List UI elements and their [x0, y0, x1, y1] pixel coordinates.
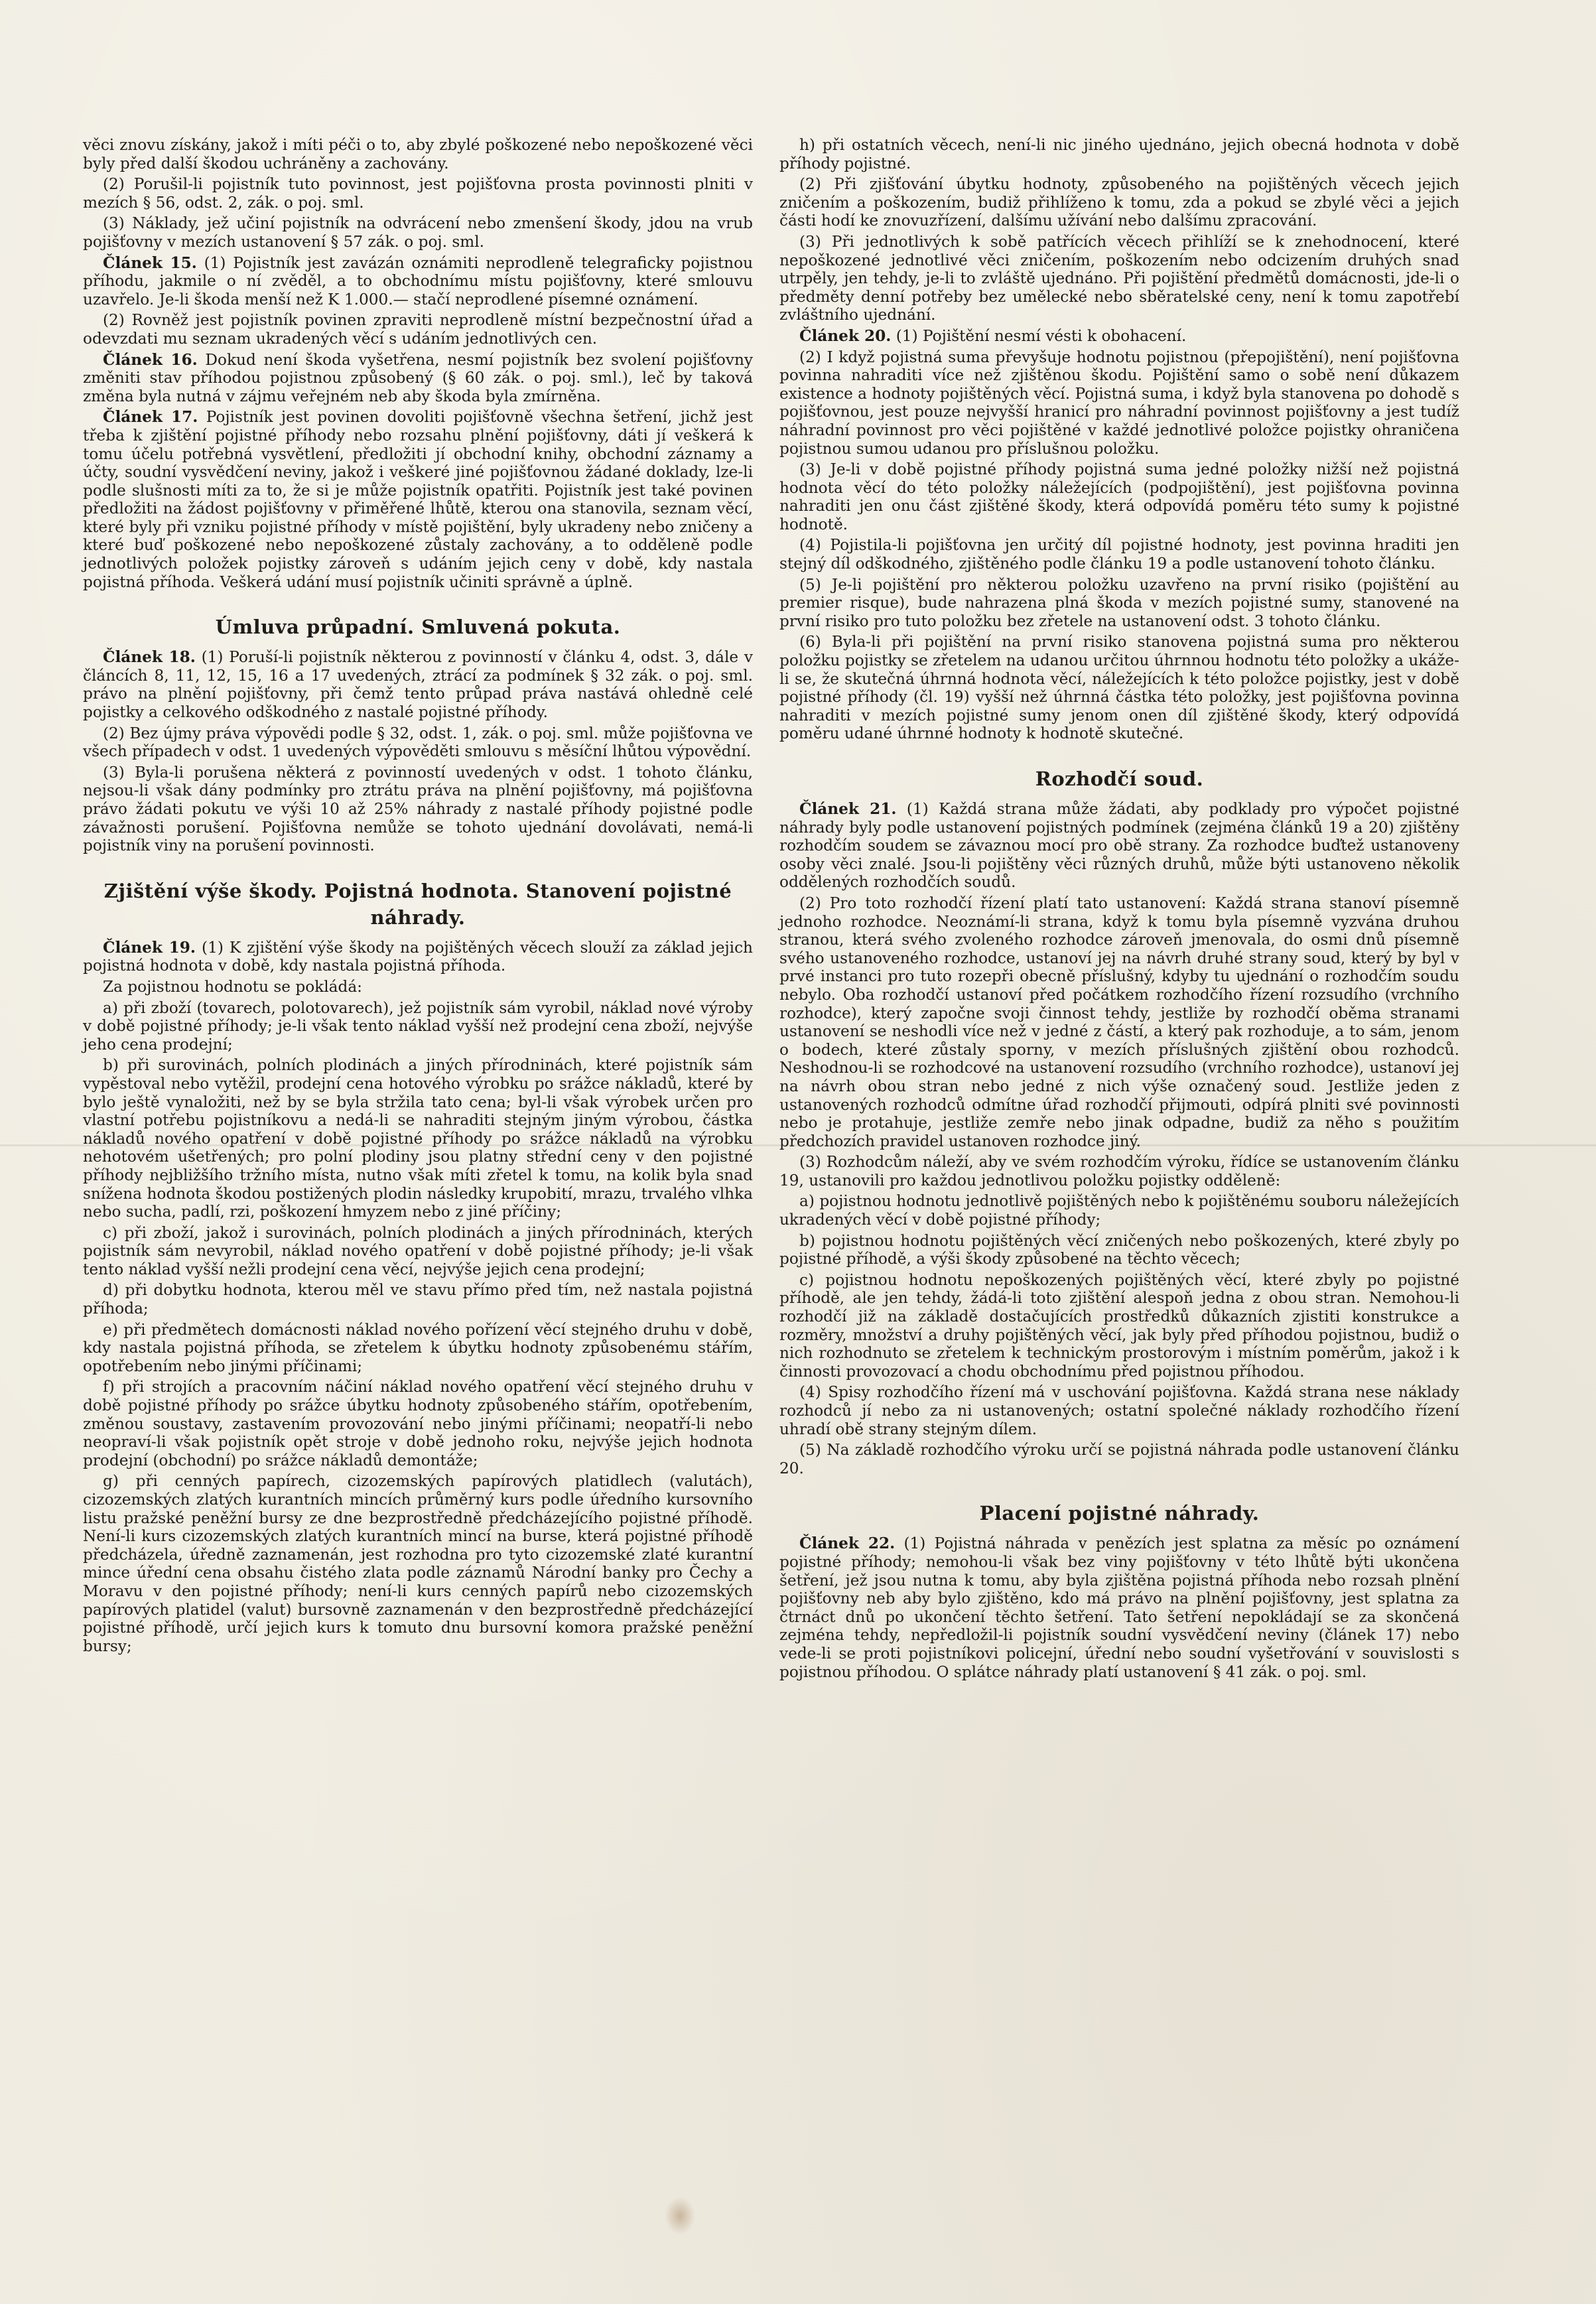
- list-item: h) při ostatních věcech, není-li nic jiného ujednáno, jejich obecná hodnota v době příhody pojistné.: [779, 136, 1459, 172]
- article-text: (1) Každá strana může žádati, aby podklady pro výpočet pojistné náhrady byly podle ustanovení pojistných podmínek (zejména článků 19 a 20) zjištěny rozhodčím soudem se závaznou mocí pro obě strany. Za rozhodce buďtež ustanoveny osoby věci znalé. Jsou-li pojištěny věci různých druhů, může býti ustanoveno několik oddělených rozhodčích soudů.: [779, 800, 1459, 892]
- article-label: Článek 15.: [103, 253, 197, 272]
- paragraph: (3) Rozhodcům náleží, aby ve svém rozhodčím výroku, řídíce se ustanovením článku 19, ustanovili pro každou jednotlivou položku pojistky odděleně:: [779, 1153, 1459, 1189]
- list-item: c) pojistnou hodnotu nepoškozených pojištěných věcí, které zbyly po pojistné příhodě, ale jen tehdy, žádá-li toto zjištění alespoň jedna z obou stran. Nemohou-li rozhodčí již na základě dostačujících prostředků důkazních zjistiti konstrukce a rozměry, množství a druhy pojištěných věcí, jak byly před příhodou pojistnou, budiž o nich rozhodnuto se zřetelem k technickým prostorovým i místním poměrům, jakož i k činnosti provozovací a chodu obchodnímu před pojistnou příhodou.: [779, 1270, 1459, 1381]
- article-text: (1) Poruší-li pojistník některou z povinností v článku 4, odst. 3, dále v článcích 8, 11, 12, 15, 16 a 17 uvedených, ztrácí za podmínek § 32 zák. o poj. sml. právo na plnění pojišťovny, při čemž tento průpad práva nastává ohledně celé pojistky a celkového odškodného z nastalé pojistné příhody.: [83, 648, 753, 722]
- paragraph: (3) Byla-li porušena některá z povinností uvedených v odst. 1 tohoto článku, nejsou-li však dány podmínky pro ztrátu práva na plnění pojišťovny, má pojišťovna právo žádati pokutu ve výši 10 až 25% náhrady z nastalé příhody pojistné podle závažnosti porušení. Pojišťovna nemůže se tohoto ujednání dovolávati, nemá-li pojistník viny na porušení povinnosti.: [83, 763, 753, 855]
- article-label: Článek 19.: [103, 938, 196, 957]
- paragraph: (3) Náklady, jež učiní pojistník na odvrácení nebo zmenšení škody, jdou na vrub pojišťovny v mezích ustanovení § 57 zák. o poj. sml.: [83, 214, 753, 251]
- article-16: [83, 351, 753, 406]
- right-column: [779, 136, 1459, 1684]
- article-label: Článek 22.: [799, 1534, 896, 1553]
- paragraph: (2) Bez újmy práva výpovědi podle § 32, odst. 1, zák. o poj. sml. může pojišťovna ve všech případech v odst. 1 uvedených výpověděti smlouvu s měsíční lhůtou výpovědní.: [83, 724, 753, 761]
- article-label: Článek 21.: [799, 800, 897, 818]
- paragraph: (4) Pojistila-li pojišťovna jen určitý díl pojistné hodnoty, jest povinna hraditi jen stejný díl odškodného, zjištěného podle článku 19 a podle ustanovení tohoto článku.: [779, 536, 1459, 573]
- list-item: f) při strojích a pracovním náčiní náklad nového opatření věcí stejného druhu v době pojistné příhody po srážce úbytku hodnoty způsobeného stářím, opotřebením, změnou soustavy, zastavením provozování nebo jinými příčinami; neopatří-li nebo neopraví-li však pojistník opět stroje v době jednoho roku, nejvýše jejich hodnota prodejní (obchodní) po srážce nákladů demontáže;: [83, 1378, 753, 1469]
- paragraph: (2) Porušil-li pojistník tuto povinnost, jest pojišťovna prosta povinnosti plniti v mezích § 56, odst. 2, zák. o poj. sml.: [83, 175, 753, 212]
- paragraph: (4) Spisy rozhodčího řízení má v uschování pojišťovna. Každá strana nese náklady rozhodců jí nebo za ni ustanovených; ostatní společné náklady rozhodčího řízení uhradí obě strany stejným dílem.: [779, 1383, 1459, 1438]
- article-18: [83, 648, 753, 721]
- list-item: a) pojistnou hodnotu jednotlivě pojištěných nebo k pojištěnému souboru náležejících ukradených věcí v době pojistné příhody;: [779, 1192, 1459, 1229]
- article-label: Článek 17.: [103, 408, 198, 427]
- article-label: Článek 16.: [103, 350, 198, 369]
- article-21: [779, 800, 1459, 892]
- list-item: b) pojistnou hodnotu pojištěných věcí zničených nebo poškozených, které zbyly po pojistné příhodě, a výši škody způsobené na těchto věcech;: [779, 1231, 1459, 1268]
- paragraph: (5) Na základě rozhodčího výroku určí se pojistná náhrada podle ustanovení článku 20.: [779, 1441, 1459, 1477]
- section-heading: Placení pojistné náhrady.: [979, 1502, 1260, 1525]
- section-heading: Zjištění výše škody. Pojistná hodnota. Stanovení pojistné náhrady.: [103, 879, 732, 929]
- article-text: Dokud není škoda vyšetřena, nesmí pojistník bez svolení pojišťovny změniti stav příhodou pojistnou způsobený (§ 60 zák. o poj. sml.), leč by taková změna byla nutná v zájmu veřejném neb aby škoda byla zmírněna.: [83, 350, 753, 405]
- list-item: c) při zboží, jakož i surovinách, polních plodinách a jiných přírodninách, kterých pojistník sám nevyrobil, náklad nového opatření v době pojistné příhody; je-li však tento náklad vyšší nežli prodejní cena věcí, nejvýše jejich cena prodejní;: [83, 1223, 753, 1278]
- article-17: [83, 408, 753, 591]
- paragraph: (5) Je-li pojištění pro některou položku uzavřeno na první risiko (pojištění au premier risque), bude nahrazena plná škoda v mezích pojistné sumy, stanovené na první risiko pro tuto položku bez zřetele na ustanovení odst. 3 tohoto článku.: [779, 575, 1459, 630]
- article-22: [779, 1534, 1459, 1681]
- paragraph: (2) Pro toto rozhodčí řízení platí tato ustanovení: Každá strana stanoví písemně jednoho rozhodce. Neoznámí-li strana, když k tomu byla písemně vyzvána druhou stranou, která svého zvoleného rozhodce zároveň jmenovala, do osmi dnů písemně svého ustanoveného rozhodce, ustanoví jej na návrh druhé strany soud, který by byl v prvé instanci pro tuto rozepři obecně příslušný, kdyby tu ujednání o rozhodčím soudu nebylo. Oba rozhodčí ustanoví před počátkem rozhodčího řízení rozsudího (vrchního rozhodce), který započne svoji činnost tehdy, jestliže by rozhodčí oběma stranami ustanovení se neshodli více než v jedné z částí, a který pak rozhoduje, a to sám, jenom o bodech, které zůstaly sporny, v mezích příslušných zjištění obou rozhodců. Neshodnou-li se rozhodcové na ustanovení rozsudího (vrchního rozhodce), ustanoví jej na návrh obou stran nebo jedné z nich výše označený soud. Jestliže jeden z ustanovených rozhodců odmítne úřad rozhodčí přijmouti, odpírá plniti své povinnosti nebo je protahuje, jestliže zemře nebo jinak odpadne, budiž za něho s použitím předchozích pravidel ustanoven rozhodce jiný.: [779, 894, 1459, 1150]
- paper-stain: [665, 2197, 695, 2235]
- article-text: (1) Pojistná náhrada v penězích jest splatna za měsíc po oznámení pojistné příhody; nemohou-li však bez viny pojišťovny v této lhůtě býti ukončena šetření, jež jsou nutna k tomu, aby byla zjištěna pojistná příhoda nebo rozsah plnění pojišťovny neb aby bylo zjištěno, kdo má právo na plnění pojišťovny, jest splatna za čtrnáct dnů po ukončení těchto šetření. Tato šetření nepokládají se za skončená zejména tehdy, nepředložil-li pojistník soudní vysvědčení neviny (článek 17) nebo vede-li se proti pojistníkovi policejní, úřední nebo soudní vyšetřování v souvislosti s pojistnou příhodou. O splátce náhrady platí ustanovení § 41 zák. o poj. sml.: [779, 1534, 1459, 1681]
- paragraph: Za pojistnou hodnotu se pokládá:: [103, 977, 362, 996]
- paragraph: (3) Při jednotlivých k sobě patřících věcech přihlíží se k znehodnocení, které nepoškozené jednotlivé věci zničením, poškozením nebo odcizením druhých snad utrpěly, jen tehdy, je-li to zvláště ujednáno. Při pojištění předmětů domácnosti, jde-li o předměty denní potřeby bez umělecké nebo sběratelské ceny, není k tomu zapotřebí zvláštního ujednání.: [779, 232, 1459, 324]
- paragraph: (3) Je-li v době pojistné příhody pojistná suma jedné položky nižší než pojistná hodnota věcí do této položky náležejících (podpojištění), jest pojišťovna povinna nahraditi jen onu část zjištěné škody, která odpovídá poměru této sumy k pojistné hodnotě.: [779, 460, 1459, 533]
- article-text: Pojistník jest povinen dovoliti pojišťovně všechna šetření, jichž jest třeba k zjištění pojistné příhody nebo rozsahu plnění pojišťovny, dáti jí veškerá k tomu účelu potřebná vysvětlení, předložiti jí obchodní knihy, obchodní záznamy a účty, soudní vysvědčení neviny, jakož i veškeré jiné pojišťovnou žádané doklady, lze-li podle slušnosti míti za to, že si je může pojistník opatřiti. Pojistník jest také povinen předložiti na žádost pojišťovny v přiměřené lhůtě, kterou ona stanovila, seznam věcí, které byly při vzniku pojistné příhody v místě pojištění, byly ukradeny nebo zničeny a které buď poškozené nebo nepoškozené zůstaly zachovány, a to odděleně podle jednotlivých položek pojistky zároveň s udáním jejich ceny v době, kdy nastala pojistná příhoda. Veškerá udání musí pojistník učiniti správně a úplně.: [83, 408, 753, 591]
- list-item: d) při dobytku hodnota, kterou měl ve stavu přímo před tím, než nastala pojistná příhoda;: [83, 1281, 753, 1318]
- article-label: Článek 18.: [103, 648, 196, 667]
- paragraph: (2) Rovněž jest pojistník povinen zpraviti neprodleně místní bezpečnostní úřad a odevzdati mu seznam ukradených věcí s udáním jednotlivých cen.: [83, 311, 753, 348]
- left-column: [83, 136, 753, 1658]
- article-text: (1) Pojištění nesmí vésti k obohacení.: [896, 326, 1187, 345]
- section-heading: Rozhodčí soud.: [1035, 768, 1204, 790]
- list-item: a) při zboží (tovarech, polotovarech), jež pojistník sám vyrobil, náklad nové výroby v době pojistné příhody; je-li však tento náklad vyšší než prodejní cena zboží, nejvýše jeho cena prodejní;: [83, 998, 753, 1053]
- section-heading: Úmluva průpadní. Smluvená pokuta.: [215, 616, 621, 639]
- list-item: e) při předmětech domácnosti náklad nového pořízení věcí stejného druhu v době, kdy nastala pojistná příhoda, se zřetelem k úbytku hodnoty způsobenému stářím, opotřebením nebo jinými příčinami;: [83, 1320, 753, 1375]
- article-text: (1) Pojistník jest zavázán oznámiti neprodleně telegraficky pojistnou příhodu, jakmile o ní zvěděl, a to obchodnímu místu pojišťovny, které smlouvu uzavřelo. Je-li škoda menší než K 1.000.— stačí neprodlené písemné oznámení.: [83, 253, 754, 308]
- article-label: Článek 20.: [799, 326, 892, 345]
- article-20: [779, 327, 1459, 346]
- paragraph: věci znovu získány, jakož i míti péči o to, aby zbylé poškozené nebo nepoškozené věci byly před další škodou uchráněny a zachovány.: [83, 136, 753, 172]
- paragraph: (6) Byla-li při pojištění na první risiko stanovena pojistná suma pro některou položku pojistky se zřetelem na udanou určitou úhrnnou hodnotu této položky a ukáže-li se, že skutečná úhrnná hodnota věcí, náležejících k této položce pojistky, jest v době pojistné příhody (čl. 19) vyšší než úhrnná částka této položky, jest pojišťovna povinna nahraditi v mezích pojistné sumy jenom onen díl zjištěné škody, který odpovídá poměru udané úhrnné hodnoty k hodnotě skutečné.: [779, 633, 1459, 743]
- paragraph: (2) Při zjišťování úbytku hodnoty, způsobeného na pojištěných věcech jejich zničením a poškozením, budiž přihlíženo k tomu, zda a pokud se zbylé věci a jejich části hodí ke znovuzřízení, dalšímu užívání nebo dalšímu zpracování.: [779, 175, 1459, 230]
- list-item: g) při cenných papírech, cizozemských papírových platidlech (valutách), cizozemských zlatých kurantních mincích průměrný kurs podle úředního kursovního listu pražské peněžní bursy ze dne bezprostředně předcházejícího pojistné příhodě. Není-li kurs cizozemských zlatých kurantních mincí na burse, která pojistné příhodě předcházela, úředně zaznamenán, jest rozhodna pro tyto cizozemské zlaté kurantní mince úřední cena obsahu čistého zlata podle záznamů Národní banky pro Čechy a Moravu v den pojistné příhody; není-li kurs cenných papírů nebo cizozemských papírových platidel (valut) bursovně zaznamenán v den bezprostředně předcházející pojistné příhodě, určí jejich kurs k tomuto dnu bursovní komora pražské peněžní bursy;: [83, 1472, 753, 1655]
- article-19: [83, 939, 753, 975]
- article-text: (1) K zjištění výše škody na pojištěných věcech slouží za základ jejich pojistná hodnota v době, kdy nastala pojistná příhoda.: [83, 938, 753, 975]
- paragraph: (2) I když pojistná suma převyšuje hodnotu pojistnou (přepojištění), není pojišťovna povinna nahraditi více než zjištěnou škodu. Pojištění samo o sobě není důkazem existence a hodnoty pojištěných věcí. Pojistná suma, i když byla stanovena po dohodě s pojišťovnou, jest pouze nejvyšší hranicí pro náhradní povinnost pojišťovny a jest tudíž náhradní povinnost pro věci pojištěné v každé jednotlivé položce pojistky ohraničena pojistnou sumou udanou pro příslušnou položku.: [779, 348, 1459, 458]
- list-item: b) při surovinách, polních plodinách a jiných přírodninách, které pojistník sám vypěstoval nebo vytěžil, prodejní cena hotového výrobku po srážce nákladů, které by bylo ještě vynaložiti, než by se byla stržila tato cena; byl-li však výrobek určen pro vlastní potřebu pojistníkovu a nedá-li se nahraditi stejným jiným výrobou, částka nákladů nového opatření v době pojistné příhody po srážce nákladů na výrobku nehotovém ušetřených; pro polní plodiny jsou platny střední ceny v den pojistné příhody nejbližšího tržního místa, nutno však míti zřetel k tomu, na kolik byla snad snížena hodnota škodou postižených plodin následky krupobití, mrazu, trvalého vlhka nebo sucha, padlí, rzi, poškození hmyzem nebo z jiné příčiny;: [83, 1056, 753, 1221]
- article-15: [83, 254, 753, 309]
